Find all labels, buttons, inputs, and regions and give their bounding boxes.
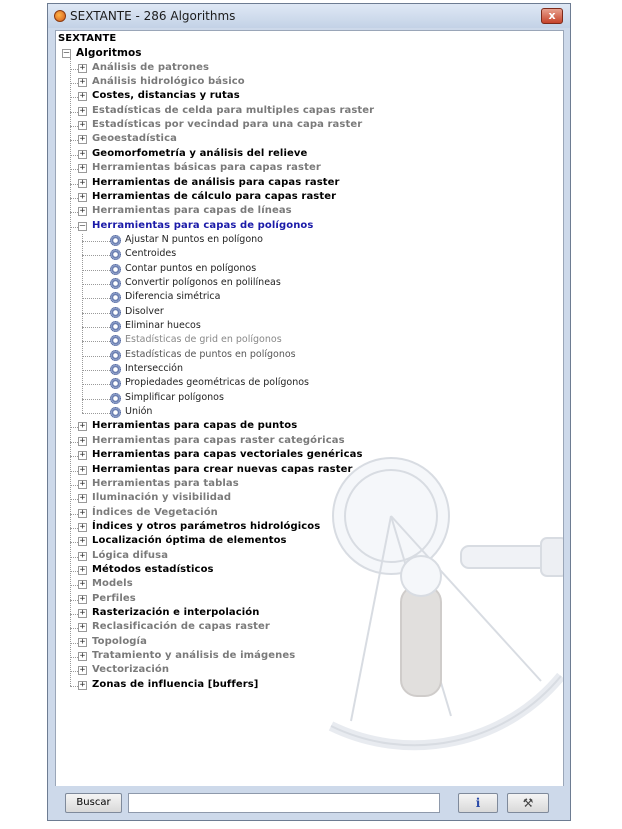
tree-category-label: Herramientas básicas para capas raster [92,162,321,174]
tree-category-label: Estadísticas de celda para multiples capas raster [92,104,375,116]
tree-connector [70,557,78,558]
tree-connector [82,284,110,285]
tree-category-label: Herramientas para capas vectoriales genéricas [92,449,363,461]
bottom-toolbar [48,786,570,820]
tree-category-label: Models [92,578,133,590]
expand-toggle[interactable]: + [79,493,86,504]
tree-category-label: Lógica difusa [92,549,169,561]
expand-toggle[interactable]: + [79,536,86,547]
tree-category-label: Herramientas para capas de líneas [92,205,292,217]
tree-category-label: Herramientas para capas de puntos [92,420,298,432]
expand-toggle[interactable]: + [79,163,86,174]
expand-toggle[interactable]: + [79,62,86,73]
algorithm-gear-icon [110,364,121,375]
tree-connector [70,184,78,185]
tree-connector [70,528,78,529]
tree-connector [70,471,78,472]
tree-category-label: Tratamiento y análisis de imágenes [92,650,296,662]
expand-toggle[interactable]: + [79,464,86,475]
expand-toggle[interactable]: + [79,507,86,518]
algorithm-gear-icon [110,335,121,346]
expand-toggle[interactable]: + [79,148,86,159]
expand-toggle[interactable]: + [79,134,86,145]
algorithm-gear-icon [110,393,121,404]
tree-category-label: Análisis hidrológico básico [92,76,245,88]
collapse-toggle[interactable]: – [79,220,86,231]
info-icon: i [475,796,481,810]
tree-connector [70,112,78,113]
tree-category-label: Herramientas para capas de polígonos [92,219,314,231]
expand-toggle[interactable]: + [79,105,86,116]
tree-category-label: Herramientas para crear nuevas capas raster [92,463,353,475]
tree-connector [70,628,78,629]
tree-connector [82,370,110,371]
tree-category-label: Herramientas de análisis para capas raster [92,176,340,188]
tree-connector [70,198,78,199]
tree-connector [70,571,78,572]
algorithm-gear-icon [110,321,121,332]
tree-connector [82,356,110,357]
tree-category-label: Herramientas para capas raster categóricas [92,434,345,446]
expand-toggle[interactable]: + [79,521,86,532]
tree-algorithm-label: Convertir polígonos en polilíneas [125,276,281,288]
tree-category-label: Topología [92,635,147,647]
tree-connector [70,499,78,500]
tree-connector [70,140,78,141]
expand-toggle[interactable]: + [79,679,86,690]
tree-algorithm-label: Simplificar polígonos [125,391,224,403]
tree-algorithm-label: Eliminar huecos [125,320,201,331]
tree-category-label: Vectorización [92,664,170,676]
expand-toggle[interactable]: + [79,450,86,461]
tree-connector [70,614,78,615]
algorithm-gear-icon [110,407,121,418]
tree-connector [70,643,78,644]
tree-category-label: Iluminación y visibilidad [92,492,232,504]
expand-toggle[interactable]: + [79,651,86,662]
tree-category-label: Métodos estadísticos [92,563,214,575]
tree-connector [82,313,110,314]
search-button[interactable]: Buscar [65,793,122,813]
tree-algorithm-label: Unión [125,406,153,418]
tree-algorithm-label: Estadísticas de puntos en polígonos [125,348,296,360]
tree-algorithm-label: Contar puntos en polígonos [125,262,257,274]
tree-connector [82,241,110,242]
tree-algorithm-label: Estadísticas de grid en polígonos [125,334,282,346]
tree-connector [70,83,78,84]
search-input[interactable] [128,793,440,813]
expand-toggle[interactable]: + [79,564,86,575]
tree-category-label: Zonas de influencia [buffers] [92,678,259,690]
tree-connector [70,155,78,156]
tree-category-label: Geoestadística [92,133,177,145]
tree-connector [82,327,110,328]
algorithm-gear-icon [110,264,121,275]
info-button[interactable] [458,793,498,813]
tree-connector [82,341,110,342]
tree-connector [82,234,83,414]
tree-connector [70,126,78,127]
tree-algorithm-label: Propiedades geométricas de polígonos [125,377,309,389]
algorithm-tree-panel [55,30,564,787]
sextante-window [47,3,571,821]
tree-connector [70,514,78,515]
algorithm-gear-icon [110,278,121,289]
tree-connector [82,384,110,385]
title-bar[interactable] [48,4,570,28]
expand-toggle[interactable]: + [79,608,86,618]
expand-toggle[interactable]: + [79,435,86,446]
tree-connector [82,399,110,400]
tree-algorithm-label: Intersección [125,363,184,375]
expand-toggle[interactable]: + [79,579,86,590]
algorithm-tree [56,31,563,786]
tree-connector [70,227,78,228]
tree-connector [82,270,110,271]
expand-toggle[interactable]: + [79,191,86,202]
tree-connector [82,255,110,256]
expand-toggle[interactable]: + [79,421,86,432]
expand-toggle[interactable]: + [79,665,86,676]
tree-connector [70,600,78,601]
expand-toggle[interactable]: + [79,636,86,647]
expand-toggle[interactable]: + [79,91,86,102]
tree-root-label: SEXTANTE [58,33,117,44]
tree-connector [70,671,78,672]
tree-connector [70,585,78,586]
tree-category-label: Localización óptima de elementos [92,535,287,547]
tree-category-label: Rasterización e interpolación [92,607,260,618]
tree-category-label: Estadísticas por vecindad para una capa raster [92,119,363,131]
algorithm-gear-icon [110,378,121,389]
tree-algorithm-label: Centroides [125,248,177,260]
tree-category-label: Análisis de patrones [92,61,210,73]
tree-connector [82,298,110,299]
tree-connector [70,542,78,543]
algorithm-gear-icon [110,235,121,246]
algorithm-gear-icon [110,350,121,361]
expand-toggle[interactable]: + [79,478,86,489]
tree-connector [70,456,78,457]
tree-category-label: Costes, distancias y rutas [92,90,240,102]
tree-connector [70,169,78,170]
expand-toggle[interactable]: + [79,593,86,604]
tree-category-label: Herramientas de cálculo para capas raster [92,190,337,202]
tree-category-label: Reclasificación de capas raster [92,621,270,633]
expand-toggle[interactable]: + [79,622,86,633]
tree-category-label: Herramientas para tablas [92,477,239,489]
tree-category-label: Índices de Vegetación [92,506,218,518]
tree-connector [70,485,78,486]
expand-toggle[interactable]: + [79,206,86,217]
close-button[interactable]: x [541,8,563,24]
tree-connector [70,69,78,70]
expand-toggle[interactable]: + [79,177,86,188]
collapse-toggle-algoritmos[interactable]: – [63,48,70,59]
tree-connector [70,58,71,686]
expand-toggle[interactable]: + [79,77,86,88]
tree-connector [70,657,78,658]
tree-connector [70,427,78,428]
tree-category-label: Índices y otros parámetros hidrológicos [92,520,321,532]
tree-algorithm-label: Disolver [125,305,164,317]
tools-icon: ⚒ [522,796,534,810]
tree-connector [70,686,78,687]
algorithm-gear-icon [110,292,121,303]
expand-toggle[interactable]: + [79,120,86,131]
tree-connector [82,413,110,414]
expand-toggle[interactable]: + [79,550,86,561]
tree-category-label: Geomorfometría y análisis del relieve [92,147,308,159]
tree-algorithm-label: Diferencia simétrica [125,291,221,303]
tree-algorithm-label: Ajustar N puntos en polígono [125,233,263,245]
tree-connector [70,442,78,443]
sextante-app-icon [54,10,66,22]
window-title: SEXTANTE - 286 Algorithms [70,9,236,23]
algorithm-gear-icon [110,307,121,318]
tree-connector [70,97,78,98]
settings-button[interactable] [507,793,549,813]
algorithm-gear-icon [110,249,121,260]
tree-node-algoritmos-label: Algoritmos [76,47,142,60]
tree-connector [70,212,78,213]
tree-category-label: Perfiles [92,592,136,604]
